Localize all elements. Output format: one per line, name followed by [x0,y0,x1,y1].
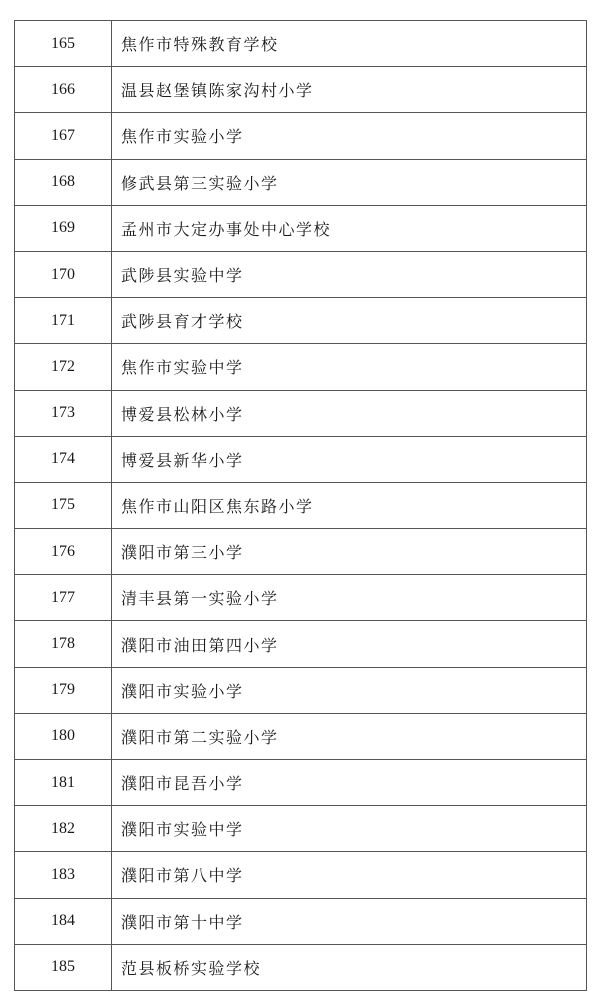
row-number: 169 [15,205,112,251]
row-number: 171 [15,298,112,344]
table-body [15,21,587,991]
row-number: 178 [15,621,112,667]
table-row [15,575,587,621]
table-row [15,713,587,759]
row-number: 185 [15,944,112,990]
school-name: 濮阳市第十中学 [112,898,587,944]
row-number: 172 [15,344,112,390]
school-name: 焦作市实验小学 [112,113,587,159]
row-number: 173 [15,390,112,436]
table-row [15,621,587,667]
row-number: 174 [15,436,112,482]
school-name: 濮阳市第八中学 [112,852,587,898]
school-name: 博爱县松林小学 [112,390,587,436]
table-row [15,898,587,944]
school-name: 濮阳市油田第四小学 [112,621,587,667]
row-number: 180 [15,713,112,759]
table-row [15,944,587,990]
table-row [15,251,587,297]
school-name: 濮阳市第三小学 [112,529,587,575]
table-row [15,852,587,898]
school-list-table [14,20,587,991]
row-number: 182 [15,806,112,852]
table-row [15,113,587,159]
table-row [15,806,587,852]
row-number: 170 [15,251,112,297]
table-row [15,667,587,713]
school-name: 武陟县实验中学 [112,251,587,297]
school-name: 濮阳市实验中学 [112,806,587,852]
row-number: 184 [15,898,112,944]
school-name: 温县赵堡镇陈家沟村小学 [112,67,587,113]
school-name: 焦作市山阳区焦东路小学 [112,482,587,528]
table-row [15,298,587,344]
school-name: 博爱县新华小学 [112,436,587,482]
table-row [15,529,587,575]
school-name: 孟州市大定办事处中心学校 [112,205,587,251]
row-number: 165 [15,21,112,67]
school-list-table-container [14,20,587,991]
table-row [15,344,587,390]
school-name: 濮阳市第二实验小学 [112,713,587,759]
row-number: 175 [15,482,112,528]
table-row [15,21,587,67]
school-name: 焦作市特殊教育学校 [112,21,587,67]
row-number: 167 [15,113,112,159]
row-number: 183 [15,852,112,898]
school-name: 修武县第三实验小学 [112,159,587,205]
school-name: 濮阳市实验小学 [112,667,587,713]
table-row [15,390,587,436]
school-name: 清丰县第一实验小学 [112,575,587,621]
school-name: 武陟县育才学校 [112,298,587,344]
table-row [15,205,587,251]
row-number: 179 [15,667,112,713]
row-number: 176 [15,529,112,575]
row-number: 177 [15,575,112,621]
school-name: 范县板桥实验学校 [112,944,587,990]
row-number: 168 [15,159,112,205]
row-number: 181 [15,760,112,806]
table-row [15,482,587,528]
table-row [15,760,587,806]
table-row [15,67,587,113]
school-name: 焦作市实验中学 [112,344,587,390]
table-row [15,159,587,205]
row-number: 166 [15,67,112,113]
school-name: 濮阳市昆吾小学 [112,760,587,806]
table-row [15,436,587,482]
